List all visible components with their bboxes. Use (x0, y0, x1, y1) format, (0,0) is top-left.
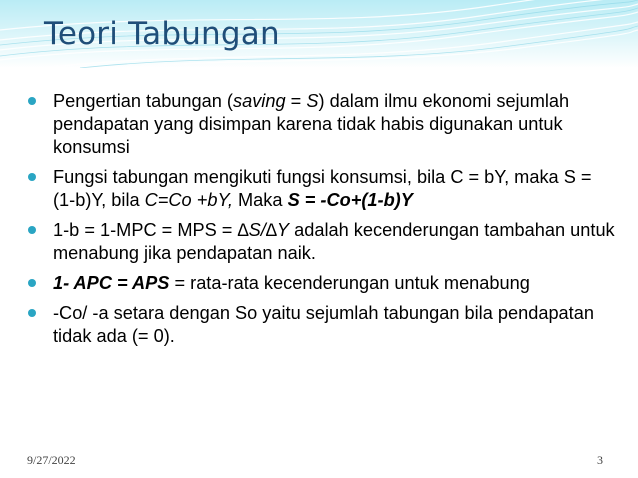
bullet-text-part: 1- APC = APS (53, 273, 170, 293)
bullet-text-part: -Co/ -a setara dengan So yaitu sejumlah tabungan bila pendapatan tidak ada (= 0). (53, 303, 594, 346)
slide-title: Teori Tabungan (44, 16, 280, 52)
bullet-item (26, 272, 616, 295)
bullet-dot-icon (28, 173, 36, 181)
bullet-item (26, 166, 616, 212)
bullet-text-part: C=Co +bY, (144, 190, 233, 210)
bullet-text-part: = (285, 91, 307, 111)
bullet-text-part: ∆S/∆Y (237, 220, 290, 240)
bullet-dot-icon (28, 97, 36, 105)
bullet-dot-icon (28, 309, 36, 317)
page-number: 3 (597, 453, 603, 467)
footer-date: 9/27/2022 (27, 453, 76, 467)
bullet-text-part: 1-b = 1-MPC = MPS = (53, 220, 238, 240)
bullet-text-part: Maka (232, 190, 288, 210)
bullet-item (26, 302, 616, 348)
bullet-dot-icon (28, 279, 36, 287)
bullet-item (26, 90, 616, 159)
bullet-text-part: = rata-rata kecenderungan untuk menabung (169, 273, 530, 293)
bullet-list (26, 90, 616, 355)
bullet-text-part: S = -Co+(1-b)Y (287, 190, 413, 210)
bullet-text-part: Fungsi tabungan mengikuti fungsi konsumsi, bila C = bY, maka S = (1-b)Y, bila (53, 167, 592, 210)
bullet-text-part: Pengertian tabungan ( (53, 91, 233, 111)
bullet-dot-icon (28, 226, 36, 234)
bullet-text-part: saving (233, 91, 286, 111)
bullet-text-part: S (306, 91, 319, 111)
bullet-text-part: adalah kecenderungan tambahan untuk menabung jika pendapatan naik. (53, 220, 615, 263)
bullet-item (26, 219, 616, 265)
bullet-text-part: ) dalam ilmu ekonomi sejumlah pendapatan yang disimpan karena tidak habis digunakan untuk konsumsi (53, 91, 570, 157)
